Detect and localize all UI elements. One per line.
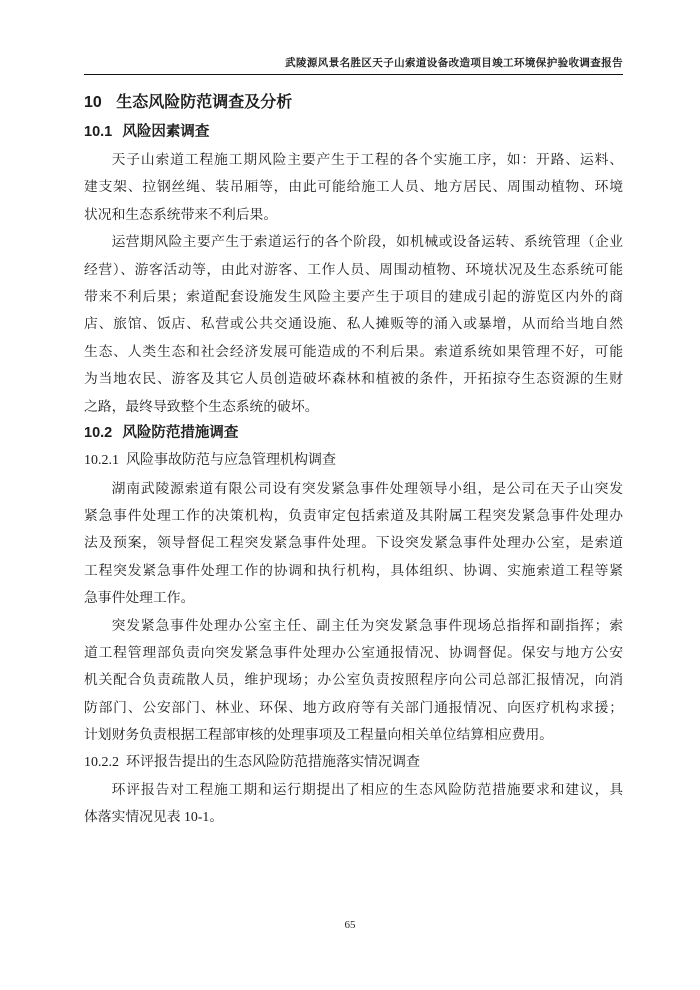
section-title: 环评报告提出的生态风险防范措施落实情况调查 <box>126 754 420 770</box>
section-number: 10 <box>84 94 102 111</box>
section-number: 10.1 <box>84 124 113 140</box>
section-title: 风险防范措施调查 <box>122 424 239 441</box>
page-number: 65 <box>344 919 356 931</box>
page-content <box>84 88 623 831</box>
paragraph-line: 建支架、拉钢丝绳、装吊厢等，由此可能给施工人员、地方居民、周围动植物、环境 <box>84 179 623 195</box>
paragraph-line: 生态、人类生态和社会经济发展可能造成的不利后果。索道系统如果管理不好，可能 <box>84 343 623 359</box>
paragraph-line: 环评报告对工程施工期和运行期提出了相应的生态风险防范措施要求和建议，具 <box>111 781 623 797</box>
section-heading-10 <box>84 88 623 118</box>
section-heading-10-2 <box>84 420 623 447</box>
paragraph-line: 之路，最终导致整个生态系统的破坏。 <box>84 398 319 414</box>
section-title: 生态风险防范调查及分析 <box>116 94 293 111</box>
paragraph-line: 状况和生态系统带来不利后果。 <box>84 206 278 222</box>
paragraph-line: 急事件处理工作。 <box>84 590 195 606</box>
paragraph-line: 运营期风险主要产生于索道运行的各个阶段，如机械或设备运转、系统管理（企业 <box>111 234 623 250</box>
running-header <box>84 55 623 74</box>
section-title: 风险因素调查 <box>122 124 210 140</box>
section-heading-10-2-1 <box>84 447 623 474</box>
running-header-title: 武陵源风景名胜区天子山索道设备改造项目竣工环境保护验收调查报告 <box>285 57 623 69</box>
section-title: 风险事故防范与应急管理机构调查 <box>126 453 336 469</box>
paragraph-line: 为当地农民、游客及其它人员创造破坏森林和植被的条件，开拓掠夺生态资源的生财 <box>84 371 623 387</box>
paragraph-line: 紧急事件处理工作的决策机构，负责审定包括索道及其附属工程突发紧急事件处理办 <box>84 508 623 524</box>
paragraph-line: 计划财务负责根据工程部审核的处理事项及工程量向相关单位结算相应费用。 <box>84 727 554 743</box>
paragraph-line: 防部门、公安部门、林业、环保、地方政府等有关部门通报情况、向医疗机构求援； <box>84 699 623 715</box>
section-heading-10-2-2 <box>84 749 623 776</box>
paragraph-line: 经营）、游客活动等，由此对游客、工作人员、周围动植物、环境状况及生态系统可能 <box>84 261 623 277</box>
paragraph-line: 突发紧急事件处理办公室主任、副主任为突发紧急事件现场总指挥和副指挥；索 <box>111 617 623 633</box>
header-divider <box>84 74 623 75</box>
paragraph-line: 天子山索道工程施工期风险主要产生于工程的各个实施工序，如：开路、运料、 <box>111 152 623 167</box>
section-number: 10.2.2 <box>84 754 119 770</box>
paragraph-line: 带来不利后果；索道配套设施发生风险主要产生于项目的建成引起的游览区内外的商 <box>84 288 623 304</box>
paragraph-line: 工程突发紧急事件处理工作的协调和执行机构，具体组织、协调、实施索道工程等紧 <box>84 562 623 578</box>
section-number: 10.2.1 <box>84 453 119 469</box>
paragraph-line: 体落实情况见表 10-1。 <box>84 809 224 825</box>
paragraph-line: 店、旅馆、饭店、私营或公共交通设施、私人摊贩等的涌入或暴增，从而给当地自然 <box>84 316 623 332</box>
paragraph-line: 道工程管理部负责向突发紧急事件处理办公室通报情况、协调督促。保安与地方公安 <box>84 645 623 661</box>
section-heading-10-1 <box>84 118 623 146</box>
paragraph-line: 湖南武陵源索道有限公司设有突发紧急事件处理领导小组，是公司在天子山突发 <box>111 480 623 496</box>
paragraph-line: 机关配合负责疏散人员，维护现场；办公室负责按照程序向公司总部汇报情况，向消 <box>84 672 623 688</box>
paragraph-line: 法及预案，领导督促工程突发紧急事件处理。下设突发紧急事件处理办公室，是索道 <box>84 535 623 551</box>
section-number: 10.2 <box>84 424 113 441</box>
